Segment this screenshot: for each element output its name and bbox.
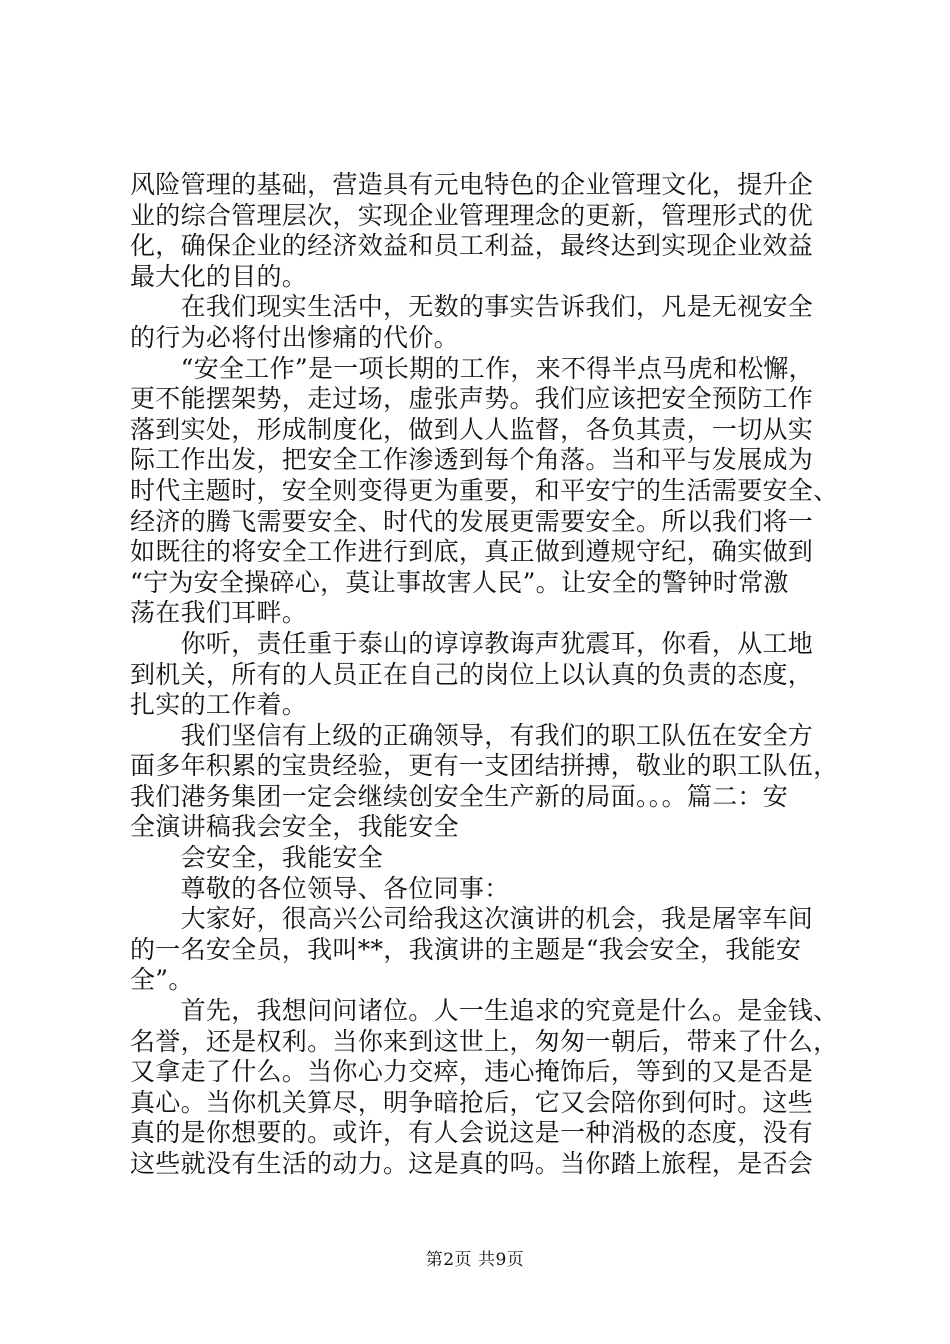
text-line: 你听，责任重于泰山的谆谆教诲声犹震耳，你看，从工地: [130, 628, 814, 658]
text-line: 全”。: [130, 965, 194, 995]
text-line: 风险管理的基础，营造具有元电特色的企业管理文化，提升企: [130, 170, 814, 199]
text-line: 扎实的工作着。: [130, 690, 308, 720]
text-line: 时代主题时，安全则变得更为重要，和平安宁的生活需要安全、: [130, 475, 839, 505]
text-line: 到机关，所有的人员正在自己的岗位上以认真的负责的态度，: [130, 659, 814, 689]
text-line: 大家好，很高兴公司给我这次演讲的机会，我是屠宰车间: [130, 904, 814, 934]
page-number-footer: 第2页 共9页: [425, 1250, 525, 1270]
text-line: 真心。当你机关算尽，明争暗抢后，它又会陪你到何时。这些: [130, 1087, 814, 1117]
text-line: 尊敬的各位领导、各位同事：: [130, 873, 510, 903]
text-line: 全演讲稿我会安全，我能安全: [130, 812, 459, 842]
text-line: 业的综合管理层次，实现企业管理理念的更新，管理形式的优: [130, 200, 814, 230]
text-line: 化，确保企业的经济效益和员工利益，最终达到实现企业效益: [130, 231, 814, 261]
text-line: “安全工作”是一项长期的工作，来不得半点马虎和松懈，: [130, 353, 814, 383]
text-line: 际工作出发，把安全工作渗透到每个角落。当和平与发展成为: [130, 445, 814, 475]
text-line: 的一名安全员，我叫**，我演讲的主题是“我会安全，我能安: [130, 934, 802, 964]
text-line: 名誉，还是权利。当你来到这世上，匆匆一朝后，带来了什么，: [130, 1026, 839, 1056]
text-line: 荡在我们耳畔。: [130, 598, 308, 628]
text-line: 面多年积累的宝贵经验，更有一支团结拼搏，敬业的职工队伍，: [130, 751, 839, 781]
text-line: 更不能摆架势，走过场，虚张声势。我们应该把安全预防工作: [130, 384, 814, 414]
text-line: 又拿走了什么。当你心力交瘁，违心掩饰后，等到的又是否是: [130, 1057, 814, 1087]
text-line: 的行为必将付出惨痛的代价。: [130, 322, 459, 352]
text-line: 首先，我想问问诸位。人一生追求的究竟是什么。是金钱、: [130, 996, 839, 1026]
text-line: 我们港务集团一定会继续创安全生产新的局面。。。篇二：安: [130, 781, 789, 811]
text-line: 经济的腾飞需要安全、时代的发展更需要安全。所以我们将一: [130, 506, 814, 536]
text-line: 最大化的目的。: [130, 261, 308, 291]
body-text: [130, 170, 839, 1180]
text-line: 这些就没有生活的动力。这是真的吗。当你踏上旅程，是否会: [130, 1149, 814, 1178]
text-line: 会安全，我能安全: [130, 843, 384, 873]
text-line: “宁为安全操碎心，莫让事故害人民”。让安全的警钟时常激: [130, 567, 789, 597]
text-line: 真的是你想要的。或许，有人会说这是一种消极的态度，没有: [130, 1118, 814, 1148]
text-line: 落到实处，形成制度化，做到人人监督，各负其责，一切从实: [130, 414, 814, 444]
text-line: 如既往的将安全工作进行到底，真正做到遵规守纪，确实做到: [130, 537, 814, 567]
text-line: 我们坚信有上级的正确领导，有我们的职工队伍在安全方: [130, 720, 814, 750]
text-line: 在我们现实生活中，无数的事实告诉我们，凡是无视安全: [130, 292, 814, 322]
